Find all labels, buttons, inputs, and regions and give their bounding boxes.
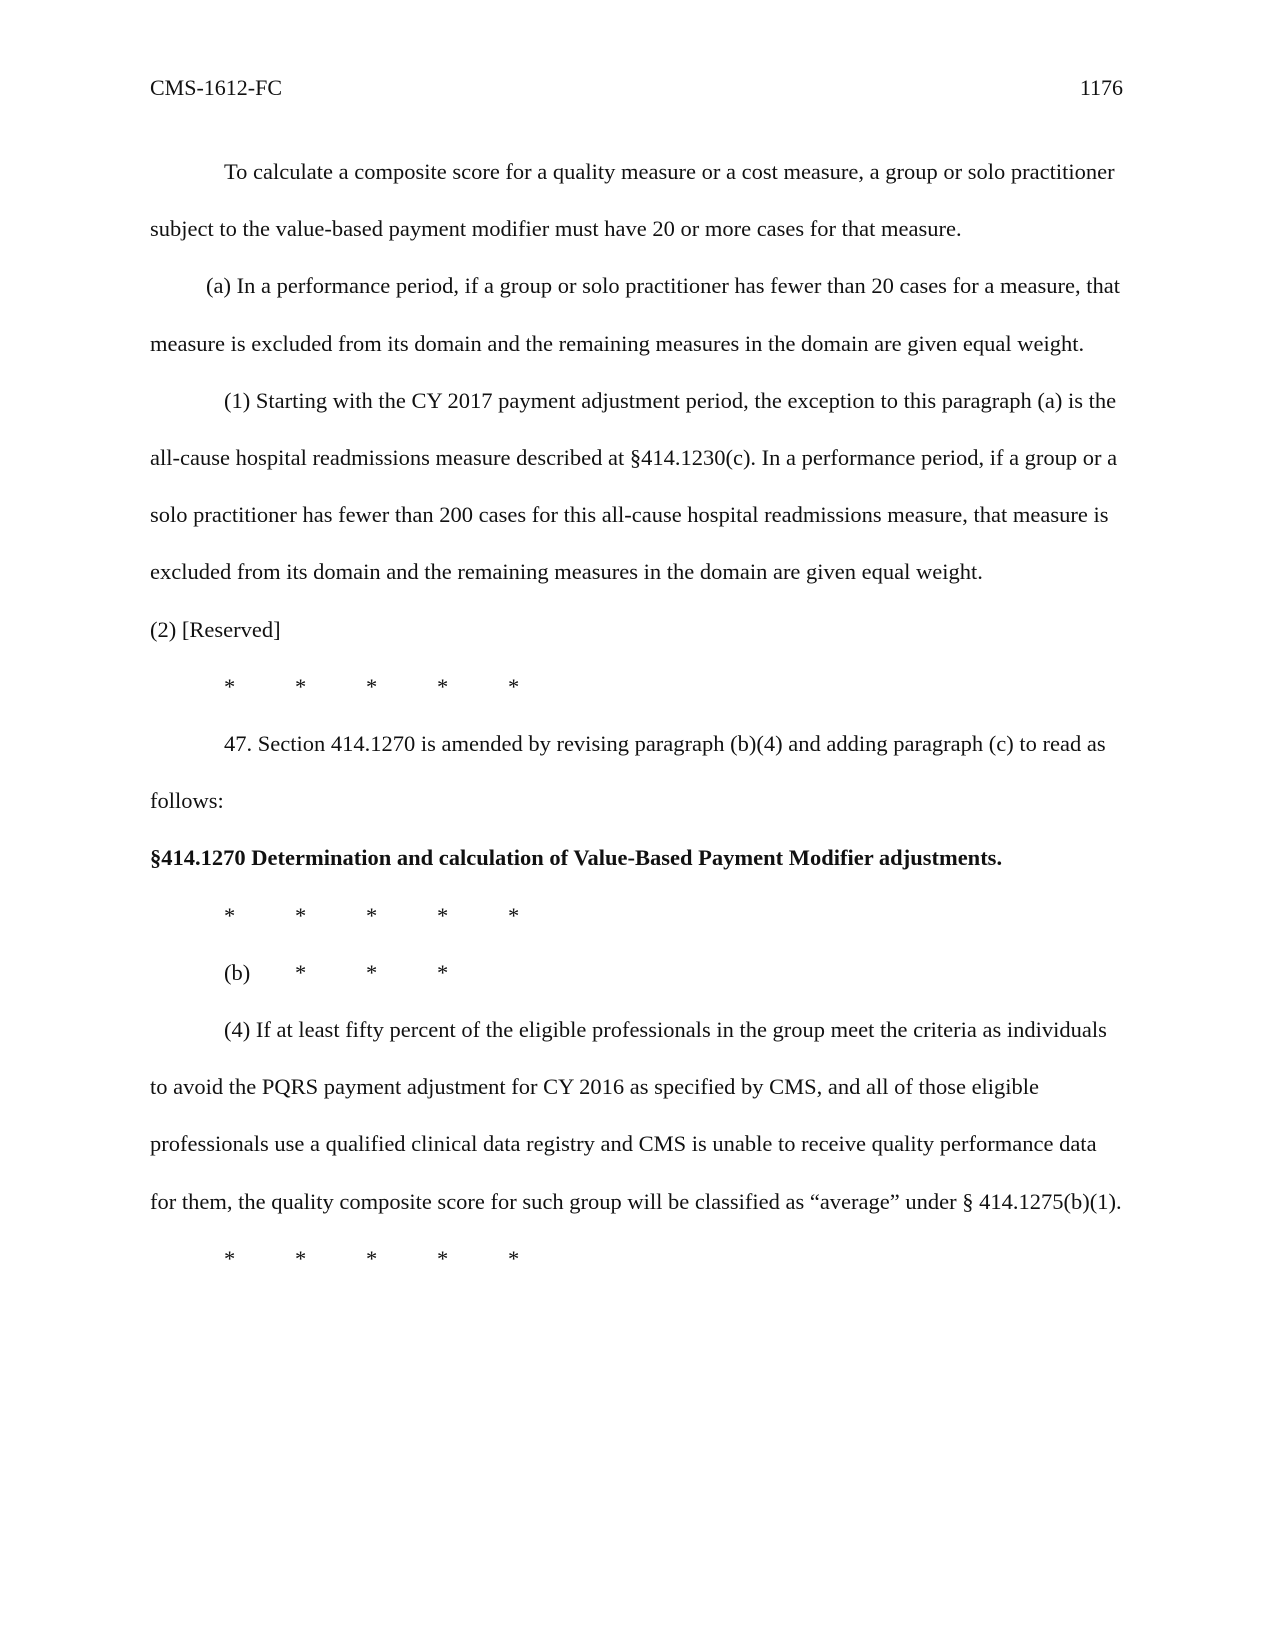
star: *	[437, 902, 449, 928]
star: *	[437, 959, 449, 985]
paragraph-a-2: (2) [Reserved]	[150, 616, 281, 642]
page-number: 1176	[1079, 75, 1123, 100]
star: *	[508, 1245, 520, 1271]
star: *	[295, 959, 307, 985]
star: *	[295, 902, 307, 928]
section-heading: §414.1270 Determination and calculation of Value-Based Payment Modifier adjustments.	[150, 845, 1003, 871]
star: *	[366, 673, 378, 699]
document-id: CMS-1612-FC	[150, 75, 283, 100]
star: *	[224, 1245, 236, 1271]
paragraph-a-1: (1) Starting with the CY 2017 payment adjustment period, the exception to this paragraph (a) is the all-cause hospital readmissions measure described at §414.1230(c). In a performance period, if a group or a solo practitioner has fewer than 200 cases for this all-cause hospital readmissions measure, that measure is excluded from its domain and the remaining measures in the domain are given equal weight.	[150, 387, 1118, 585]
omission-stars-1	[150, 658, 1125, 715]
star: *	[295, 1245, 307, 1271]
star: *	[366, 902, 378, 928]
star: *	[437, 673, 449, 699]
star: *	[508, 673, 520, 699]
paragraph-amendment-47: 47. Section 414.1270 is amended by revising paragraph (b)(4) and adding paragraph (c) to read as follows:	[150, 731, 1106, 814]
star: *	[224, 673, 236, 699]
star: *	[224, 902, 236, 928]
paragraph-b-4: (4) If at least fifty percent of the eligible professionals in the group meet the criteria as individuals to avoid the PQRS payment adjustment for CY 2016 as specified by CMS, and all of those eligible professionals use a qualified clinical data registry and CMS is unable to receive quality performance data for them, the quality composite score for such group will be classified as “average” under § 414.1275(b)(1).	[150, 1017, 1122, 1214]
star: *	[508, 902, 520, 928]
omission-stars-3	[150, 1230, 1125, 1287]
omission-stars-2	[150, 887, 1125, 944]
paragraph-b-line	[150, 944, 1125, 1001]
document-body	[150, 143, 1125, 1287]
star: *	[295, 673, 307, 699]
paragraph-b-label: (b)	[224, 959, 251, 985]
paragraph-composite-score: To calculate a composite score for a quality measure or a cost measure, a group or solo practitioner subject to the value-based payment modifier must have 20 or more cases for that measure.	[150, 159, 1115, 242]
paragraph-a: (a) In a performance period, if a group or solo practitioner has fewer than 20 cases for a measure, that measure is excluded from its domain and the remaining measures in the domain are given equal weight.	[150, 273, 1120, 356]
star: *	[366, 1245, 378, 1271]
star: *	[437, 1245, 449, 1271]
star: *	[366, 959, 378, 985]
